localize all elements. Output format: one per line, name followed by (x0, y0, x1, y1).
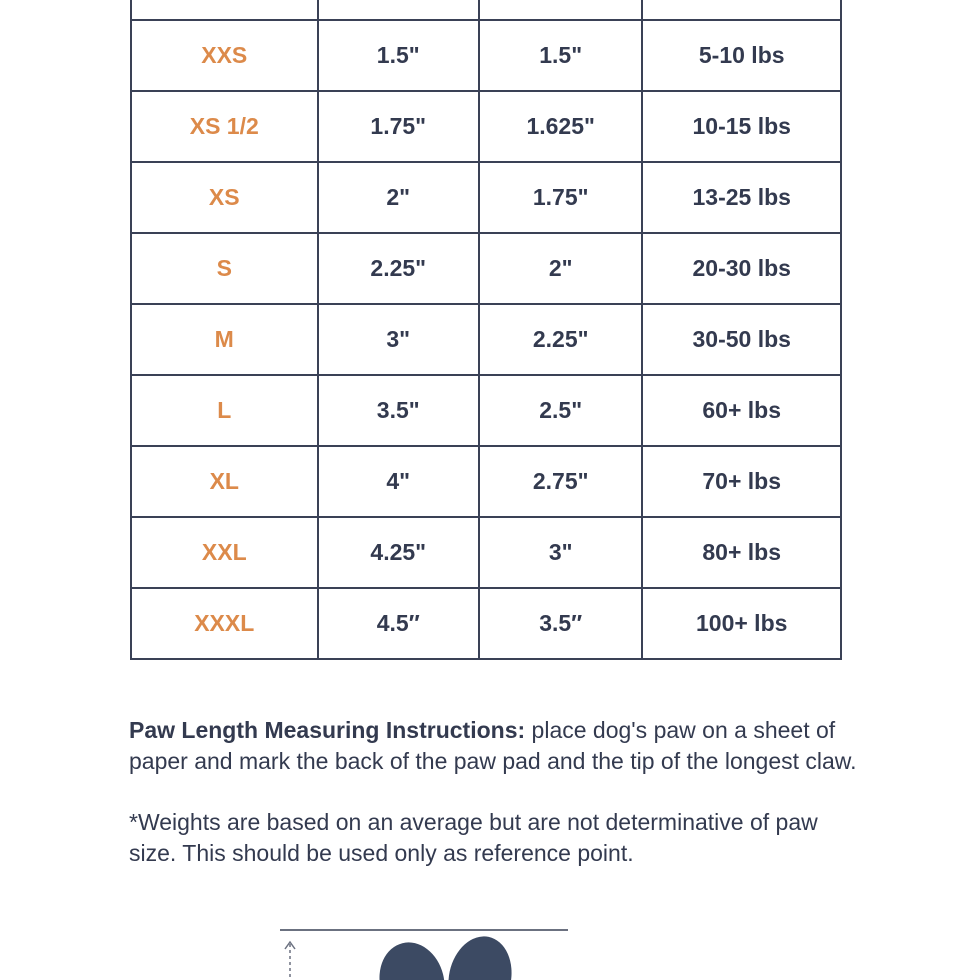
table-row (131, 91, 841, 162)
size-cell: XXXL (131, 588, 318, 659)
paw-toe-right (441, 930, 519, 980)
instructions-lead: Paw Length Measuring Instructions: (129, 717, 526, 743)
table-row (131, 588, 841, 659)
paw-length-cell: 4.25" (318, 517, 479, 588)
weight-cell: 30-50 lbs (642, 304, 841, 375)
header-cell (131, 0, 318, 20)
size-cell: M (131, 304, 318, 375)
size-cell: XS (131, 162, 318, 233)
weight-cell: 60+ lbs (642, 375, 841, 446)
weight-cell: 80+ lbs (642, 517, 841, 588)
paw-width-cell: 2.75" (479, 446, 642, 517)
paw-width-cell: 1.75" (479, 162, 642, 233)
header-cell (318, 0, 479, 20)
table-row (131, 446, 841, 517)
size-cell: XL (131, 446, 318, 517)
header-cell (479, 0, 642, 20)
size-cell: XXL (131, 517, 318, 588)
weight-cell: 70+ lbs (642, 446, 841, 517)
paw-length-cell: 3" (318, 304, 479, 375)
size-chart-table (130, 0, 842, 660)
size-cell: XS 1/2 (131, 91, 318, 162)
paw-width-cell: 1.625" (479, 91, 642, 162)
paw-width-cell: 3" (479, 517, 642, 588)
paw-length-cell: 2" (318, 162, 479, 233)
paw-width-cell: 2.5" (479, 375, 642, 446)
weight-cell: 20-30 lbs (642, 233, 841, 304)
table-row (131, 304, 841, 375)
paw-length-cell: 1.5" (318, 20, 479, 91)
table-row (131, 375, 841, 446)
weight-cell: 100+ lbs (642, 588, 841, 659)
paw-width-cell: 1.5" (479, 20, 642, 91)
table-row (131, 233, 841, 304)
paw-length-cell: 1.75" (318, 91, 479, 162)
table-row (131, 20, 841, 91)
paw-length-cell: 3.5" (318, 375, 479, 446)
weight-cell: 13-25 lbs (642, 162, 841, 233)
weight-cell: 5-10 lbs (642, 20, 841, 91)
measuring-instructions (129, 715, 869, 777)
paw-length-cell: 4.5″ (318, 588, 479, 659)
table-header-row (131, 0, 841, 20)
paw-width-cell: 2.25" (479, 304, 642, 375)
size-cell: L (131, 375, 318, 446)
paw-measure-icon (270, 920, 580, 980)
table-row (131, 162, 841, 233)
size-cell: XXS (131, 20, 318, 91)
instructions-body: place dog's paw on a sheet of paper and mark the back of the paw pad and the tip of the longest claw. (129, 717, 857, 774)
size-cell: S (131, 233, 318, 304)
table-row (131, 517, 841, 588)
weight-disclaimer: *Weights are based on an average but are not determinative of paw size. This should be used only as reference point. (129, 809, 818, 866)
paw-width-cell: 2" (479, 233, 642, 304)
paw-length-cell: 2.25" (318, 233, 479, 304)
weight-cell: 10-15 lbs (642, 91, 841, 162)
paw-length-cell: 4" (318, 446, 479, 517)
paw-width-cell: 3.5″ (479, 588, 642, 659)
paw-toe-left (371, 935, 452, 980)
header-cell (642, 0, 841, 20)
size-chart-body (131, 0, 841, 659)
